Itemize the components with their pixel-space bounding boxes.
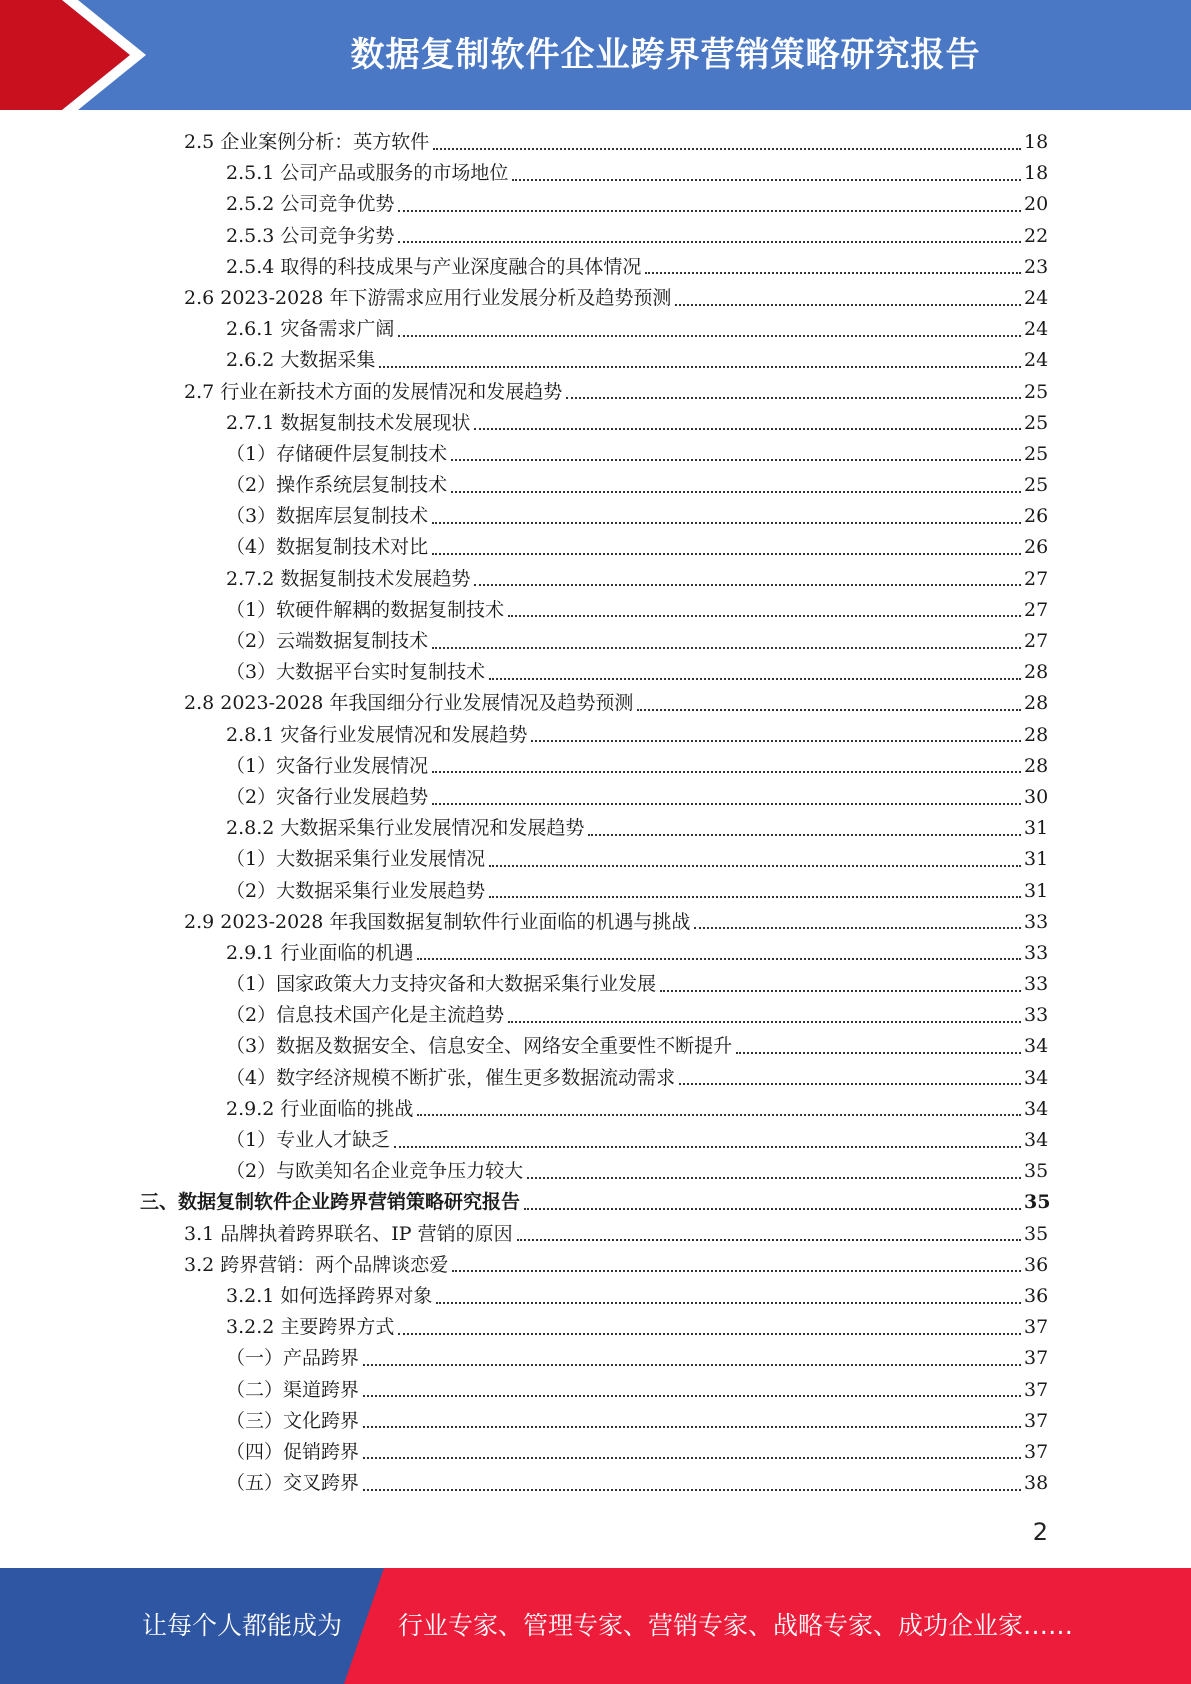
toc-entry[interactable] [0,720,1191,751]
toc-dot-leader [645,272,1021,274]
toc-entry-page: 22 [1024,224,1049,247]
toc-dot-leader [736,1052,1021,1054]
toc-entry-page: 37 [1024,1378,1049,1401]
toc-entry[interactable] [0,1156,1191,1187]
toc-entry-title: （1）软硬件解耦的数据复制技术 [226,598,505,621]
toc-dot-leader [489,865,1021,867]
toc-entry-title: 3.2 跨界营销：两个品牌谈恋爱 [184,1253,449,1276]
toc-entry[interactable] [0,1437,1191,1468]
toc-dot-leader [531,740,1021,742]
toc-entry[interactable] [0,751,1191,782]
toc-entry-page: 35 [1024,1222,1049,1245]
toc-entry-page: 27 [1024,630,1049,652]
toc-entry-title: 2.5.4 取得的科技成果与产业深度融合的具体情况 [226,255,642,278]
toc-dot-leader [675,304,1021,306]
page-footer [0,1568,1191,1684]
toc-entry[interactable] [0,1031,1191,1062]
toc-dot-leader [508,615,1021,617]
toc-entry-title: （1）存储硬件层复制技术 [226,442,448,465]
toc-entry[interactable] [0,532,1191,563]
toc-entry[interactable] [0,501,1191,532]
toc-dot-leader [363,1364,1021,1366]
toc-dot-leader [432,553,1021,555]
footer-slogan-right: 行业专家、管理专家、营销专家、战略专家、成功企业家…… [398,1611,1074,1640]
toc-entry[interactable] [0,439,1191,470]
toc-entry[interactable] [0,782,1191,813]
toc-entry-title: 2.9 2023-2028 年我国数据复制软件行业面临的机遇与挑战 [184,910,691,933]
toc-entry[interactable] [0,314,1191,345]
toc-entry-title: （3）数据库层复制技术 [226,505,429,528]
toc-entry[interactable] [0,1094,1191,1125]
toc-entry-page: 33 [1024,1004,1049,1027]
toc-dot-leader [452,1270,1021,1272]
toc-entry-page: 35 [1024,1160,1049,1183]
toc-entry-page: 35 [1024,1191,1051,1214]
toc-entry[interactable] [0,158,1191,189]
toc-entry-title: 2.6 2023-2028 年下游需求应用行业发展分析及趋势预测 [184,286,672,309]
toc-entry-title: （2）信息技术国产化是主流趋势 [226,1004,505,1027]
toc-entry[interactable] [0,1219,1191,1250]
toc-entry-title: 2.7 行业在新技术方面的发展情况和发展趋势 [184,380,563,403]
toc-entry-page: 27 [1024,598,1049,621]
toc-entry-page: 33 [1024,941,1049,964]
toc-entry-title: 2.5.3 公司竞争劣势 [226,224,395,247]
toc-entry-title: （四）促销跨界 [226,1440,360,1463]
toc-entry-page: 26 [1024,505,1049,528]
table-of-contents [0,127,1191,1499]
toc-entry[interactable] [0,1125,1191,1156]
page-number: 2 [1032,1518,1048,1546]
toc-entry[interactable] [0,1250,1191,1281]
toc-entry[interactable] [0,377,1191,408]
toc-entry-page: 18 [1024,131,1049,153]
toc-entry[interactable] [0,470,1191,501]
toc-dot-leader [517,1239,1021,1241]
toc-entry-title: （4）数字经济规模不断扩张，催生更多数据流动需求 [226,1066,676,1089]
toc-entry-title: 2.9.1 行业面临的机遇 [226,941,414,964]
toc-entry-page: 34 [1024,1066,1049,1089]
toc-entry-title: （4）数据复制技术对比 [226,536,429,559]
toc-entry-title: （3）大数据平台实时复制技术 [226,661,486,684]
toc-entry[interactable] [0,1406,1191,1437]
toc-entry-page: 25 [1024,442,1049,465]
toc-entry-title: （1）国家政策大力支持灾备和大数据采集行业发展 [226,973,657,996]
toc-entry[interactable] [0,1343,1191,1374]
toc-dot-leader [432,803,1021,805]
toc-entry-title: （2）操作系统层复制技术 [226,474,448,497]
toc-entry-page: 37 [1024,1440,1049,1463]
toc-entry-title: 2.8.2 大数据采集行业发展情况和发展趋势 [226,817,585,840]
toc-dot-leader [417,1114,1021,1116]
toc-dot-leader [433,148,1021,150]
toc-entry-page: 23 [1024,255,1049,278]
toc-entry-page: 25 [1024,380,1049,403]
toc-entry[interactable] [0,907,1191,938]
toc-entry-page: 31 [1024,848,1049,871]
toc-dot-leader [432,771,1021,773]
toc-entry-title: 3.2.1 如何选择跨界对象 [226,1284,433,1307]
toc-dot-leader [508,1021,1021,1023]
toc-entry-title: 2.5.1 公司产品或服务的市场地位 [226,162,509,185]
toc-entry[interactable] [0,626,1191,657]
toc-entry-title: （2）大数据采集行业发展趋势 [226,879,486,902]
toc-entry-title: （1）专业人才缺乏 [226,1129,391,1151]
toc-entry-page: 28 [1024,723,1049,746]
toc-entry[interactable] [0,1063,1191,1094]
toc-entry-title: 三、数据复制软件企业跨界营销策略研究报告 [140,1191,521,1214]
toc-dot-leader [398,335,1021,337]
toc-dot-leader [474,584,1021,586]
toc-entry-title: 2.9.2 行业面临的挑战 [226,1097,414,1120]
toc-dot-leader [363,1489,1021,1491]
toc-dot-leader [363,1426,1021,1428]
toc-entry[interactable] [0,1281,1191,1312]
toc-dot-leader [394,1146,1021,1148]
toc-entry-page: 24 [1024,318,1049,341]
toc-dot-leader [474,428,1021,430]
toc-entry[interactable] [0,189,1191,220]
toc-dot-leader [660,990,1021,992]
toc-dot-leader [694,927,1021,929]
footer-slogan-left: 让每个人都能成为 [142,1611,343,1640]
toc-dot-leader [524,1208,1021,1210]
toc-entry[interactable] [0,595,1191,626]
toc-entry[interactable] [0,1187,1191,1218]
toc-entry-page: 28 [1024,661,1049,684]
toc-entry-title: 2.5.2 公司竞争优势 [226,193,395,216]
toc-entry-page: 36 [1024,1253,1049,1276]
toc-entry-page: 25 [1024,411,1049,434]
toc-dot-leader [527,1177,1021,1179]
toc-dot-leader [451,491,1021,493]
toc-entry-title: （2）云端数据复制技术 [226,630,429,652]
toc-entry-page: 20 [1024,193,1049,216]
toc-entry-page: 33 [1024,910,1049,933]
toc-entry-title: （3）数据及数据安全、信息安全、网络安全重要性不断提升 [226,1035,733,1058]
toc-entry[interactable] [0,813,1191,844]
toc-entry[interactable] [0,408,1191,439]
toc-dot-leader [637,709,1021,711]
header-title: 数据复制软件企业跨界营销策略研究报告 [350,35,981,75]
toc-dot-leader [489,896,1021,898]
toc-entry-page: 33 [1024,973,1049,996]
toc-entry-title: （三）文化跨界 [226,1409,360,1432]
toc-entry-page: 28 [1024,754,1049,777]
toc-dot-leader [451,459,1021,461]
toc-entry-page: 25 [1024,474,1049,497]
toc-entry-title: （一）产品跨界 [226,1347,360,1370]
toc-entry-title: 3.2.2 主要跨界方式 [226,1316,395,1339]
toc-entry-title: 2.6.1 灾备需求广阔 [226,318,395,341]
toc-entry[interactable] [0,938,1191,969]
toc-dot-leader [417,958,1021,960]
toc-entry-page: 24 [1024,349,1049,372]
toc-entry-title: （1）大数据采集行业发展情况 [226,848,486,871]
toc-entry[interactable] [0,1375,1191,1406]
toc-entry[interactable] [0,345,1191,376]
toc-entry-page: 36 [1024,1284,1049,1307]
toc-entry[interactable] [0,283,1191,314]
toc-entry-page: 18 [1024,162,1049,185]
toc-entry[interactable] [0,1000,1191,1031]
toc-entry-title: （五）交叉跨界 [226,1472,360,1495]
toc-entry-page: 37 [1024,1347,1049,1370]
toc-entry[interactable] [0,221,1191,252]
toc-dot-leader [432,522,1021,524]
toc-entry-page: 28 [1024,692,1049,715]
toc-dot-leader [512,179,1021,181]
toc-entry-page: 27 [1024,567,1049,590]
toc-entry-title: （2）与欧美知名企业竞争压力较大 [226,1160,524,1183]
toc-entry[interactable] [0,876,1191,907]
toc-dot-leader [489,678,1021,680]
toc-dot-leader [379,366,1021,368]
toc-entry-title: （2）灾备行业发展趋势 [226,785,429,808]
toc-dot-leader [588,834,1021,836]
toc-entry[interactable] [0,688,1191,719]
toc-entry-page: 31 [1024,817,1049,840]
toc-entry-page: 26 [1024,536,1049,559]
toc-entry-title: （二）渠道跨界 [226,1378,360,1401]
toc-dot-leader [398,210,1021,212]
toc-dot-leader [398,1333,1021,1335]
toc-entry-title: 2.7.2 数据复制技术发展趋势 [226,567,471,590]
toc-dot-leader [436,1302,1021,1304]
toc-entry-page: 24 [1024,286,1049,309]
toc-entry-page: 37 [1024,1409,1049,1432]
toc-entry-title: 2.7.1 数据复制技术发展现状 [226,411,471,434]
toc-dot-leader [679,1083,1021,1085]
toc-entry-title: 3.1 品牌执着跨界联名、IP 营销的原因 [184,1222,513,1245]
toc-entry-title: 2.5 企业案例分析：英方软件 [184,131,430,153]
toc-entry[interactable] [0,127,1191,158]
toc-dot-leader [363,1457,1021,1459]
toc-entry-page: 34 [1024,1129,1049,1151]
page-header [0,0,1191,110]
toc-entry-page: 34 [1024,1035,1049,1058]
toc-dot-leader [566,397,1021,399]
toc-entry-title: （1）灾备行业发展情况 [226,754,429,777]
toc-entry-page: 31 [1024,879,1049,902]
toc-entry-page: 38 [1024,1472,1049,1495]
toc-entry[interactable] [0,252,1191,283]
toc-entry[interactable] [0,1312,1191,1343]
toc-dot-leader [432,647,1021,649]
toc-entry-page: 34 [1024,1097,1049,1120]
toc-entry-title: 2.8 2023-2028 年我国细分行业发展情况及趋势预测 [184,692,634,715]
toc-entry[interactable] [0,844,1191,875]
toc-entry[interactable] [0,564,1191,595]
toc-dot-leader [363,1395,1021,1397]
toc-entry[interactable] [0,969,1191,1000]
header-chevron-graphic [0,0,170,110]
toc-entry[interactable] [0,657,1191,688]
toc-entry-title: 2.8.1 灾备行业发展情况和发展趋势 [226,723,528,746]
toc-entry-page: 37 [1024,1316,1049,1339]
toc-entry[interactable] [0,1468,1191,1499]
toc-dot-leader [398,241,1021,243]
toc-entry-page: 30 [1024,785,1049,808]
toc-entry-title: 2.6.2 大数据采集 [226,349,376,372]
